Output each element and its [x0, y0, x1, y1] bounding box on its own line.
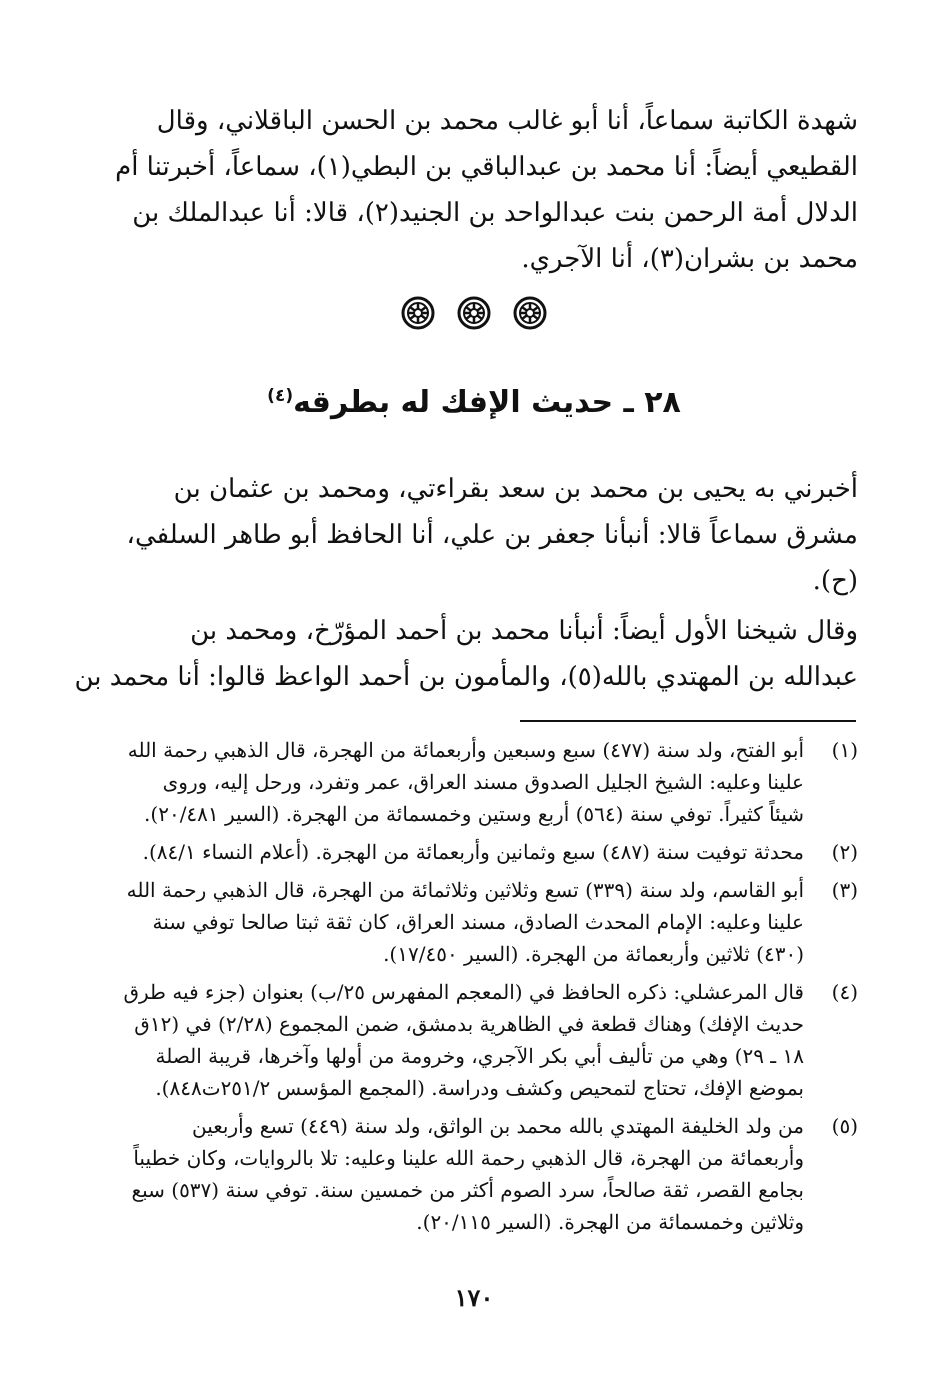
- paragraph-line: (ح).: [812, 566, 858, 596]
- section-divider: [0, 296, 948, 332]
- footnote-line: أبو الفتح، ولد سنة (٤٧٧) سبع وسبعين وأربعمائة من الهجرة، قال الذهبي رحمة الله: [127, 738, 804, 762]
- footnote-line: من ولد الخليفة المهتدي بالله محمد بن الواثق، ولد سنة (٤٤٩) تسع وأربعين: [192, 1114, 804, 1138]
- knot-ornament-icon: [401, 296, 435, 330]
- footnote-line: بموضع الإفك، تحتاج لتمحيص وكشف ودراسة. (المجمع المؤسس ٢٥١/٢ت٨٤٨).: [155, 1076, 804, 1100]
- paragraph-line: محمد بن بشران(٣)، أنا الآجري.: [521, 244, 858, 274]
- footnote-line: قال المرعشلي: ذكره الحافظ في (المعجم المفهرس ٢٥/ب) بعنوان (جزء فيه طرق: [123, 980, 804, 1004]
- paragraph-line: شهدة الكاتبة سماعاً، أنا أبو غالب محمد بن الحسن الباقلاني، وقال: [156, 106, 858, 136]
- footnote-4: [88, 976, 858, 1104]
- paragraph-line: الدلال أمة الرحمن بنت عبدالواحد بن الجنيد(٢)، قالا: أنا عبدالملك بن: [132, 198, 858, 228]
- paragraph-chain-2: [88, 466, 858, 604]
- paragraph-line: أخبرني به يحيى بن محمد بن سعد بقراءتي، ومحمد بن عثمان بن: [173, 474, 858, 504]
- footnote-line: شيئاً كثيراً. توفي سنة (٥٦٤) أربع وستين وخمسمائة من الهجرة. (السير ٢٠/٤٨١).: [144, 802, 804, 826]
- footnote-number: (٤): [831, 980, 858, 1004]
- footnote-number: (١): [831, 738, 858, 762]
- knot-ornament-icon: [513, 296, 547, 330]
- footnote-line: حديث الإفك) وهناك قطعة في الظاهرية بدمشق، ضمن المجموع (٢/٢٨) في (١٢ق: [134, 1012, 804, 1036]
- footnote-number: (٥): [831, 1114, 858, 1138]
- paragraph-chain-3: [74, 608, 858, 700]
- footnote-line: محدثة توفيت سنة (٤٨٧) سبع وثمانين وأربعمائة من الهجرة. (أعلام النساء ٨٤/١).: [142, 840, 804, 864]
- paragraph-line: مشرق سماعاً قالا: أنبأنا جعفر بن علي، أنا الحافظ أبو طاهر السلفي،: [126, 520, 858, 550]
- footnote-marker: (٤): [267, 386, 294, 406]
- footnote-line: (٤٣٠) ثلاثين وأربعمائة من الهجرة. (السير ١٧/٤٥٠).: [383, 942, 804, 966]
- footnotes: [88, 734, 858, 1244]
- footnote-number: (٣): [831, 878, 858, 902]
- footnote-line: وأربعمائة من الهجرة، قال الذهبي رحمة الله علينا وعليه: تلا بالروايات، وكان خطيباً: [133, 1146, 804, 1170]
- footnote-line: علينا وعليه: الإمام المحدث الصادق، مسند العراق، كان ثقة ثبتا صالحا توفي سنة: [152, 910, 804, 934]
- page-number: ١٧٠: [454, 1283, 494, 1312]
- footnote-line: ١٨ ـ ٢٩) وهي من تأليف أبي بكر الآجري، وخرومة من أولها وآخرها، قريبة الصلة: [155, 1044, 804, 1068]
- footnote-line: وثلاثين وخمسمائة من الهجرة. (السير ٢٠/١١٥).: [416, 1210, 804, 1234]
- section-title: ٢٨ ـ حديث الإفك له بطرقه: [293, 385, 681, 420]
- footnote-3: [88, 874, 858, 970]
- paragraph-line: وقال شيخنا الأول أيضاً: أنبأنا محمد بن أحمد المؤرّخ، ومحمد بن: [190, 616, 858, 646]
- paragraph-line: القطيعي أيضاً: أنا محمد بن عبدالباقي بن البطي(١)، سماعاً، أخبرتنا أم: [115, 152, 858, 182]
- paragraph-line: عبدالله بن المهتدي بالله(٥)، والمأمون بن أحمد الواعظ قالوا: أنا محمد بن: [74, 662, 858, 692]
- section-heading: [0, 378, 948, 428]
- footnote-line: علينا وعليه: الشيخ الجليل الصدوق مسند العراق، عمر وتفرد، ورحل إليه، وروى: [162, 770, 804, 794]
- paragraph-chain-1: [88, 98, 858, 282]
- footnote-line: أبو القاسم، ولد سنة (٣٣٩) تسع وثلاثين وثلاثمائة من الهجرة، قال الذهبي رحمة الله: [126, 878, 804, 902]
- footnote-2: [88, 836, 858, 868]
- footnote-line: بجامع القصر، ثقة صالحاً، سرد الصوم أكثر من خمسين سنة. توفي سنة (٥٣٧) سبع: [131, 1178, 804, 1202]
- footnote-number: (٢): [831, 840, 858, 864]
- footnote-1: [88, 734, 858, 830]
- knot-ornament-icon: [457, 296, 491, 330]
- footnote-separator: [520, 720, 856, 722]
- footnote-5: [88, 1110, 858, 1238]
